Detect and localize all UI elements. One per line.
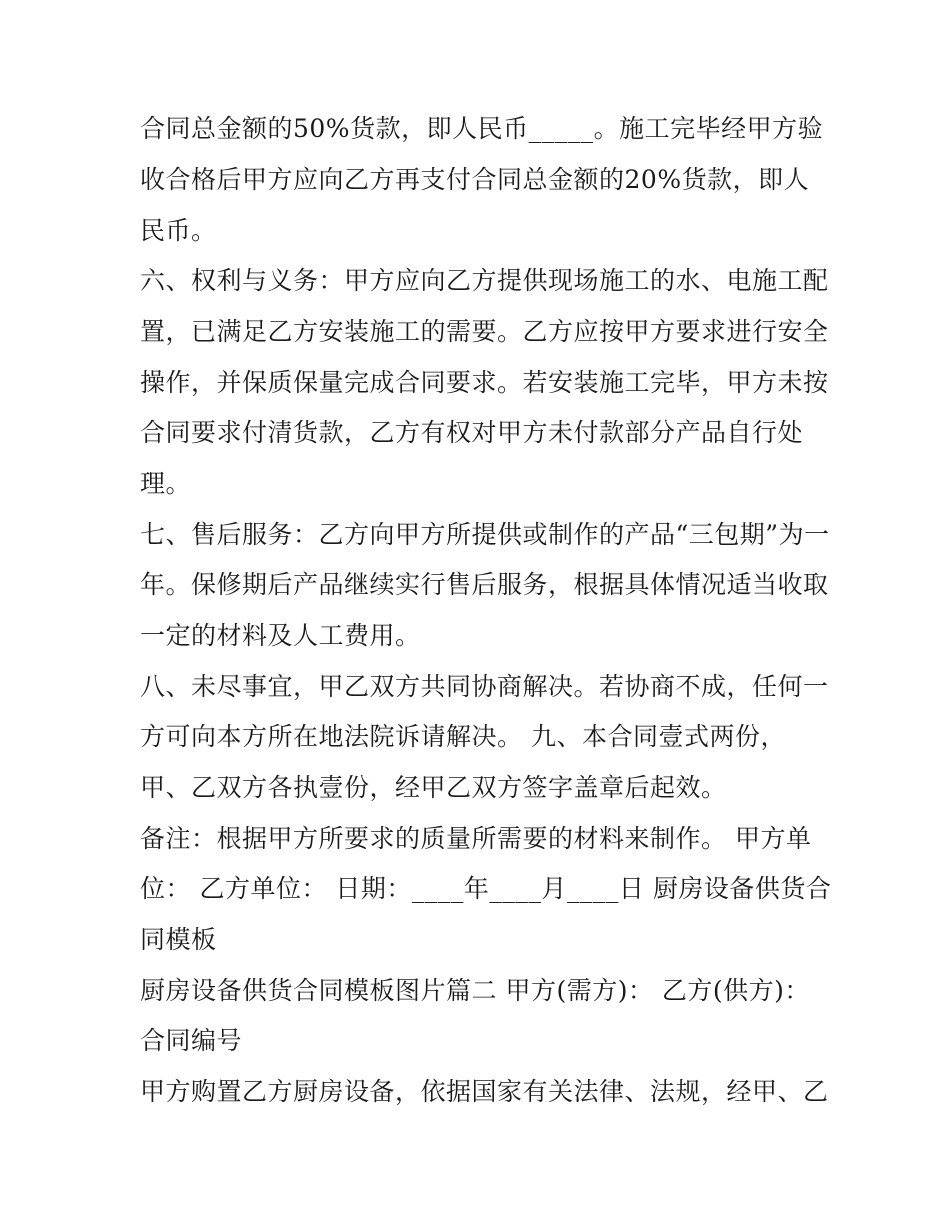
text-line: 同模板 [140, 925, 217, 954]
text-line: 六、权利与义务：甲方应向乙方提供现场施工的水、电施工配 [140, 266, 829, 295]
text-line: 民币。 [140, 216, 217, 245]
text-line: 合同要求付清货款，乙方有权对甲方未付款部分产品自行处 [140, 418, 804, 447]
text-line: 备注：根据甲方所要求的质量所需要的材料来制作。 甲方单 [140, 824, 812, 853]
text-line: 年。保修期后产品继续实行售后服务，根据具体情况适当收取 [140, 570, 829, 599]
text-line: 甲、乙双方各执壹份，经甲乙双方签字盖章后起效。 [140, 773, 727, 802]
text-line: 八、未尽事宜，甲乙双方共同协商解决。若协商不成，任何一 [140, 672, 829, 701]
text-line: 厨房设备供货合同模板图片篇二 甲方(需方)： 乙方(供方)： [140, 976, 810, 1005]
text-line: 甲方购置乙方厨房设备，依据国家有关法律、法规，经甲、乙 [140, 1077, 829, 1106]
text-line: 置，已满足乙方安装施工的需要。乙方应按甲方要求进行安全 [140, 317, 829, 346]
text-line: 合同总金额的50%货款，即人民币_____。施工完毕经甲方验 [140, 114, 824, 143]
text-line: 收合格后甲方应向乙方再支付合同总金额的20%货款，即人 [140, 165, 810, 194]
text-line: 合同编号 [140, 1026, 243, 1055]
text-line: 一定的材料及人工费用。 [140, 621, 421, 650]
text-line: 方可向本方所在地法院诉请解决。 九、本合同壹式两份， [140, 722, 786, 751]
text-line: 七、售后服务：乙方向甲方所提供或制作的产品“三包期”为一 [140, 520, 830, 549]
text-line: 操作，并保质保量完成合同要求。若安装施工完毕，甲方未按 [140, 368, 829, 397]
text-line: 位： 乙方单位： 日期：____年____月____日 厨房设备供货合 [140, 874, 832, 903]
text-line: 理。 [140, 469, 192, 498]
